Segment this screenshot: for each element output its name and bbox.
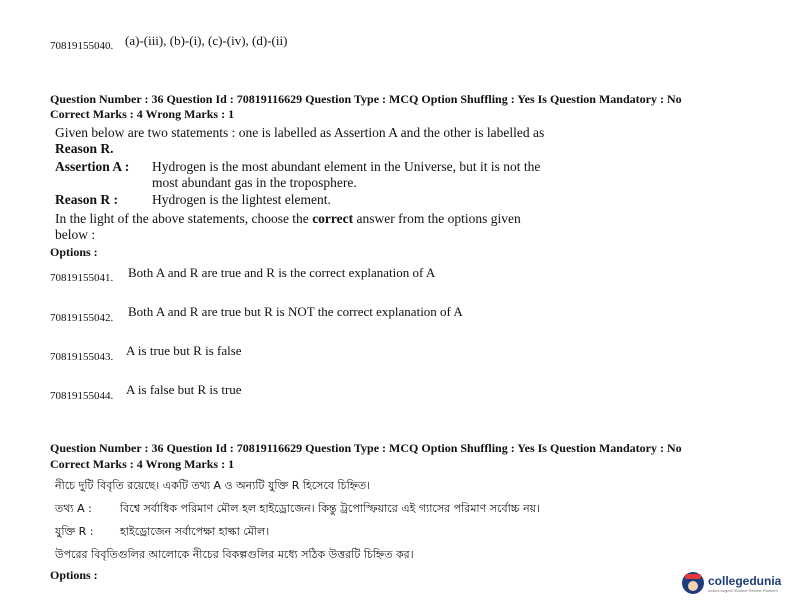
assertion-text-bengali: বিশ্বে সর্বাধিক পরিমাণ মৌল হল হাইড্রোজেন। কিন্তু ট্রপোস্ফিয়ারে এই গ্যাসের পরিমাণ সর্বোচ্চ নয়। xyxy=(120,502,541,515)
reason-label-bengali: যুক্তি R : xyxy=(55,525,94,538)
question-intro-cont: Reason R. xyxy=(55,141,114,156)
option-text[interactable]: Both A and R are true and R is the correct explanation of A xyxy=(128,265,436,280)
option-text[interactable]: Both A and R are true but R is NOT the correct explanation of A xyxy=(128,304,463,319)
reason-text-bengali: হাইড্রোজেন সর্বাপেক্ষা হাল্কা মৌল। xyxy=(120,525,270,538)
marks-line: Correct Marks : 4 Wrong Marks : 1 xyxy=(50,107,235,121)
logo-name: collegedunia xyxy=(708,573,782,588)
collegedunia-logo xyxy=(682,560,786,606)
question-intro-bengali: নীচে দুটি বিবৃতি রয়েছে। একটি তথ্য A ও অন্যটি যুক্তি R হিসেবে চিহ্নিত। xyxy=(55,479,371,492)
student-avatar-icon xyxy=(682,572,704,594)
assertion-text: Hydrogen is the most abundant element in the Universe, but it is not the xyxy=(152,159,541,174)
reason-text: Hydrogen is the lightest element. xyxy=(152,192,331,207)
assertion-text-cont: most abundant gas in the troposphere. xyxy=(152,175,357,190)
options-label: Options : xyxy=(50,245,98,259)
option-id: 70819155042. xyxy=(50,312,114,324)
option-id: 70819155043. xyxy=(50,351,114,363)
logo-tagline: India's largest Student Review Platform xyxy=(708,587,778,593)
question-intro: Given below are two statements : one is labelled as Assertion A and the other is labelled as xyxy=(55,125,545,140)
reason-label: Reason R : xyxy=(55,192,118,207)
question-header: Question Number : 36 Question Id : 70819116629 Question Type : MCQ Option Shuffling : Yes Is Question Mandatory : No xyxy=(50,92,682,106)
options-label: Options : xyxy=(50,568,98,582)
option-text[interactable]: A is false but R is true xyxy=(126,382,242,397)
assertion-label: Assertion A : xyxy=(55,159,130,174)
option-id: 70819155044. xyxy=(50,390,114,402)
instruction-text: In the light of the above statements, choose the correct answer from the options given xyxy=(55,211,521,226)
instruction-text-bengali: উপরের বিবৃতিগুলির আলোকে নীচের বিকল্পগুলির মধ্যে সঠিক উত্তরটি চিহ্নিত কর। xyxy=(55,548,414,561)
assertion-label-bengali: তথ্য A : xyxy=(55,502,92,515)
option-text: (a)-(iii), (b)-(i), (c)-(iv), (d)-(ii) xyxy=(125,33,288,48)
option-id: 70819155041. xyxy=(50,272,114,284)
option-text[interactable]: A is true but R is false xyxy=(126,343,242,358)
option-id: 70819155040. xyxy=(50,40,114,52)
marks-line: Correct Marks : 4 Wrong Marks : 1 xyxy=(50,457,235,471)
instruction-text-cont: below : xyxy=(55,227,96,242)
question-header: Question Number : 36 Question Id : 70819116629 Question Type : MCQ Option Shuffling : Yes Is Question Mandatory : No xyxy=(50,441,682,455)
